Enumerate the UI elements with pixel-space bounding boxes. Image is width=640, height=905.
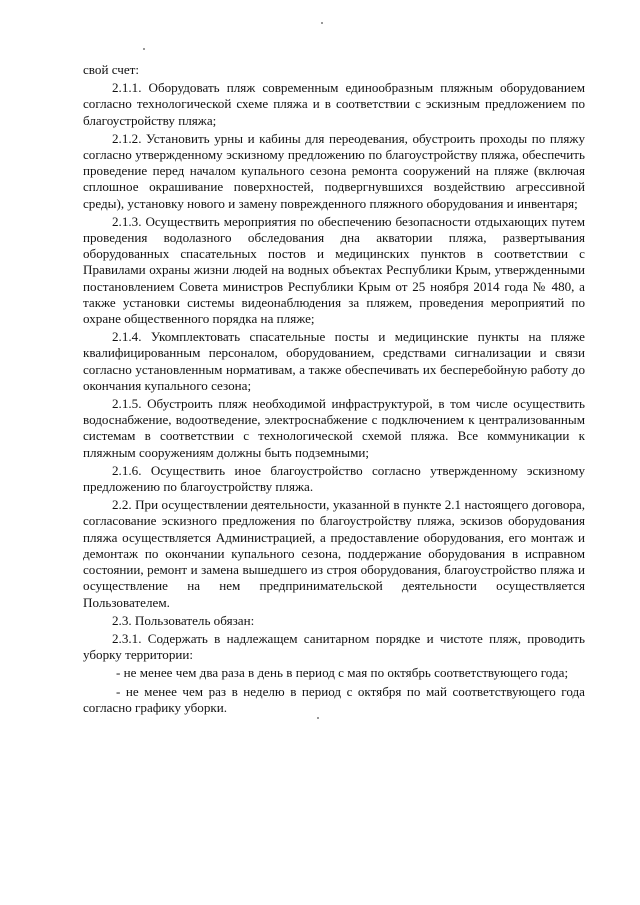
paragraph-2-1-2: 2.1.2. Установить урны и кабины для переодевания, обустроить проходы по пляжу согласно утвержденному эскизному предложению по благоустройству пляжа, обеспечить проведение перед началом купального сезона ремонта сооружений на пляже (включая сплошное окрашивание поверхностей, подвергнувшихся воздействию агрессивной среды), установку нового и замену поврежденного пляжного оборудования и инвентаря;: [83, 130, 585, 211]
paragraph-continuation: свой счет:: [83, 62, 140, 77]
paragraph-2-2: 2.2. При осуществлении деятельности, указанной в пункте 2.1 настоящего договора, согласование эскизного предложения по благоустройству пляжа, эскизов оборудования пляжа осуществляется Администрацией, а предоставление оборудования, его монтаж и демонтаж по окончании купального сезона, поддержание оборудования в исправном состоянии, ремонт и замена вышедшего из строя оборудования, благоустройство пляжа и осуществление на нем предпринимательской деятельности осуществляется Пользователем.: [83, 497, 585, 610]
paragraph-2-1-6: 2.1.6. Осуществить иное благоустройство согласно утвержденному эскизному предложению по благоустройству пляжа.: [83, 462, 585, 495]
paragraph-2-1-5: 2.1.5. Обустроить пляж необходимой инфраструктурой, в том числе осуществить водоснабжение, водоотведение, электроснабжение с подключением к централизованным системам в соответствии с технологической схемой пляжа. Все коммуникации к пляжным сооружениям должны быть подземными;: [83, 396, 585, 460]
paragraph-2-3-1: 2.3.1. Содержать в надлежащем санитарном порядке и чистоте пляж, проводить уборку территории:: [83, 630, 585, 663]
document-body: [83, 62, 585, 718]
list-item-cleaning-weekly: - не менее чем раз в неделю в период с октября по май соответствующего года согласно графику уборки.: [83, 683, 585, 715]
scan-speck: [143, 48, 145, 50]
paragraph-2-3: 2.3. Пользователь обязан:: [112, 612, 255, 628]
paragraph-2-1-4: 2.1.4. Укомплектовать спасательные посты и медицинские пункты на пляже квалифицированным персоналом, оборудованием, средствами сигнализации и связи согласно установленным нормативам, а также обеспечивать их бесперебойную работу до окончания купального сезона;: [83, 329, 585, 393]
paragraph-2-1-3: 2.1.3. Осуществить мероприятия по обеспечению безопасности отдыхающих путем проведения водолазного обследования дна акватории пляжа, развертывания оборудованных спасательных постов и медицинских пунктов в соответствии с Правилами охраны жизни людей на водных объектах Республики Крым, утвержденными постановлением Совета министров Республики Крым от 25 ноября 2014 года № 480, а также установки системы видеонаблюдения за пляжем, проведения мероприятий по охране общественного порядка на пляже;: [83, 213, 585, 327]
paragraph-2-1-1: 2.1.1. Оборудовать пляж современным единообразным пляжным оборудованием согласно технологической схеме пляжа и в соответствии с эскизным предложением по благоустройству пляжа;: [83, 80, 585, 128]
list-item-cleaning-daily: - не менее чем два раза в день в период с мая по октябрь соответствующего года;: [116, 665, 569, 681]
scan-speck: [321, 22, 323, 24]
